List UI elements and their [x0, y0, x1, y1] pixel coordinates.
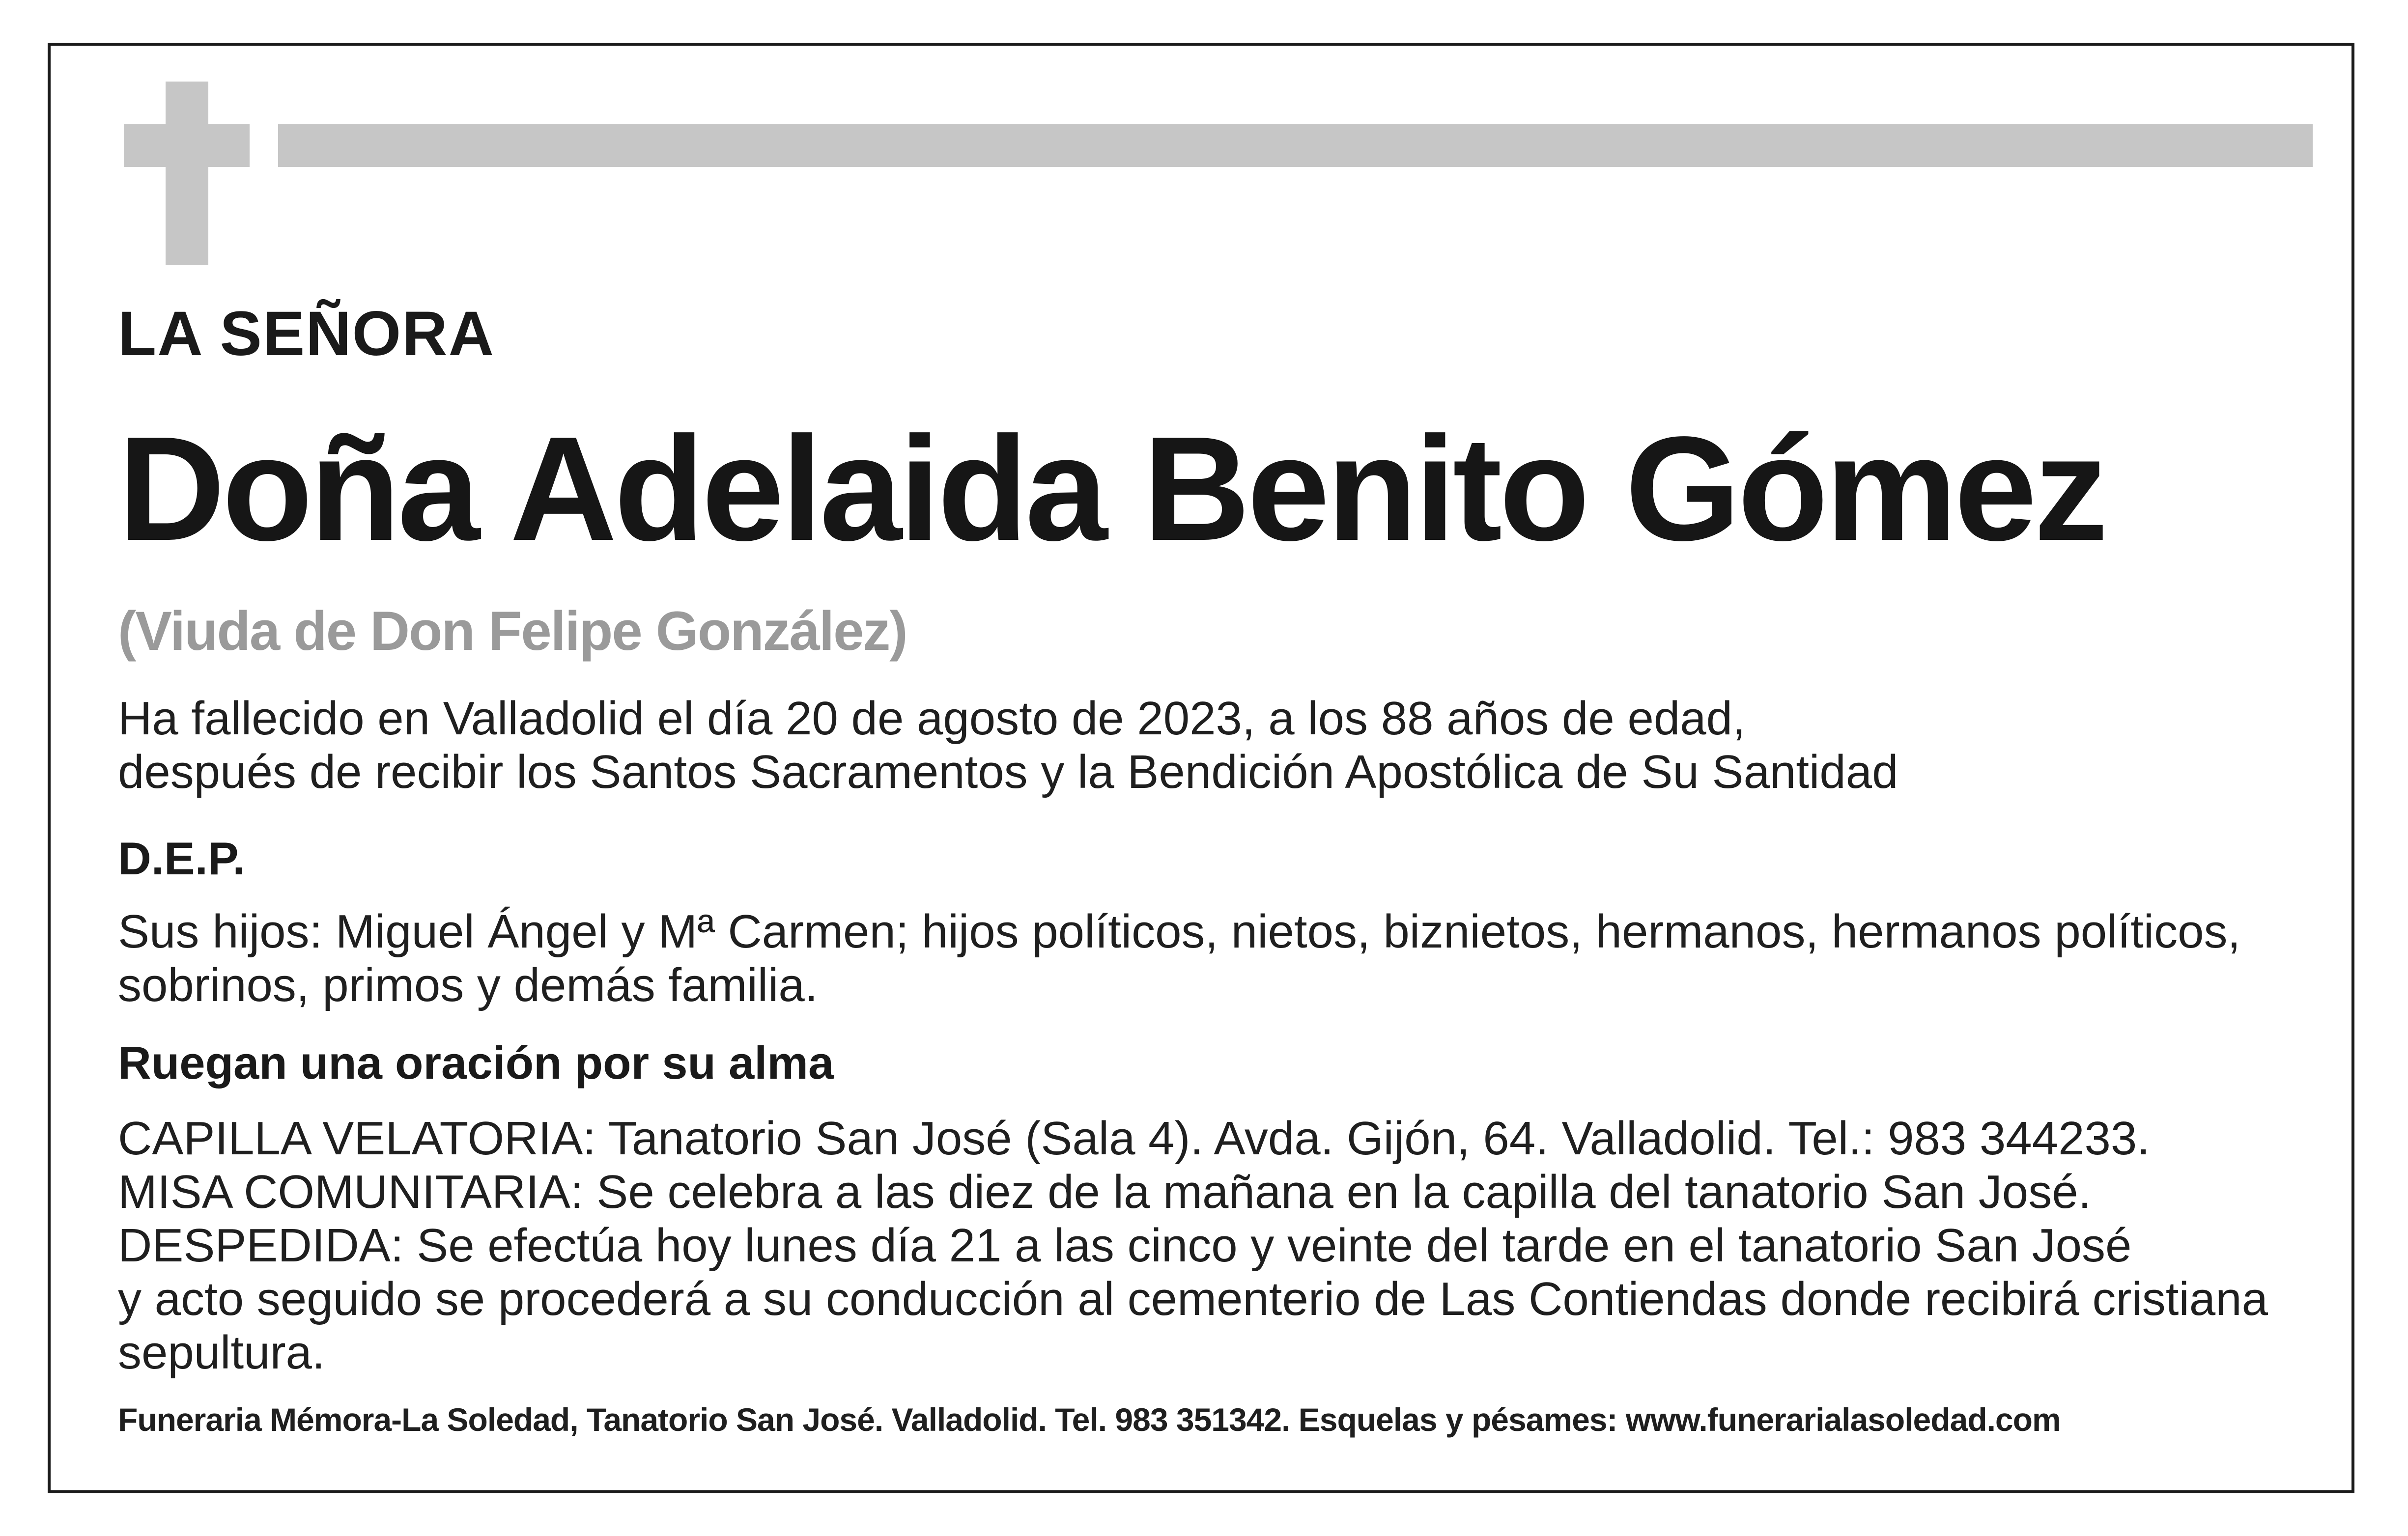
dep-heading: D.E.P.: [118, 833, 246, 884]
ceremony-line-3: DESPEDIDA: Se efectúa hoy lunes día 21 a las cinco y veinte del tarde en el tanatorio San José: [118, 1219, 2132, 1272]
ceremony-line-2: MISA COMUNITARIA: Se celebra a las diez de la mañana en la capilla del tanatorio San José.: [118, 1166, 2092, 1218]
death-announcement: [118, 692, 1898, 799]
ceremony-details: [118, 1112, 2268, 1379]
family-line-2: sobrinos, primos y demás familia.: [118, 959, 818, 1011]
widow-of-line: (Viuda de Don Felipe González): [118, 600, 907, 662]
cross-horizontal-bar: [124, 124, 250, 167]
family-list: [118, 905, 2240, 1012]
funeral-home-footer: Funeraria Mémora-La Soledad, Tanatorio San José. Valladolid. Tel. 983 351342. Esquelas y pésames: www.funerarialasoledad.com: [118, 1401, 2061, 1438]
death-line-2: después de recibir los Santos Sacramentos y la Bendición Apostólica de Su Santidad: [118, 746, 1898, 798]
prayer-heading: Ruegan una oración por su alma: [118, 1037, 834, 1089]
ceremony-line-1: CAPILLA VELATORIA: Tanatorio San José (Sala 4). Avda. Gijón, 64. Valladolid. Tel.: 983 344233.: [118, 1112, 2150, 1165]
death-line-1: Ha fallecido en Valladolid el día 20 de agosto de 2023, a los 88 años de edad,: [118, 692, 1746, 745]
header-rule-bar: [278, 124, 2313, 167]
ceremony-line-5: sepultura.: [118, 1326, 325, 1379]
family-line-1: Sus hijos: Miguel Ángel y Mª Carmen; hijos políticos, nietos, biznietos, hermanos, hermanos políticos,: [118, 905, 2241, 958]
ceremony-line-4: y acto seguido se procederá a su conducción al cementerio de Las Contiendas donde recibirá cristiana: [118, 1273, 2268, 1325]
deceased-name: Doña Adelaida Benito Gómez: [118, 406, 2105, 571]
cross-vertical-bar: [166, 82, 208, 265]
title-prefix: LA SEÑORA: [118, 299, 495, 369]
